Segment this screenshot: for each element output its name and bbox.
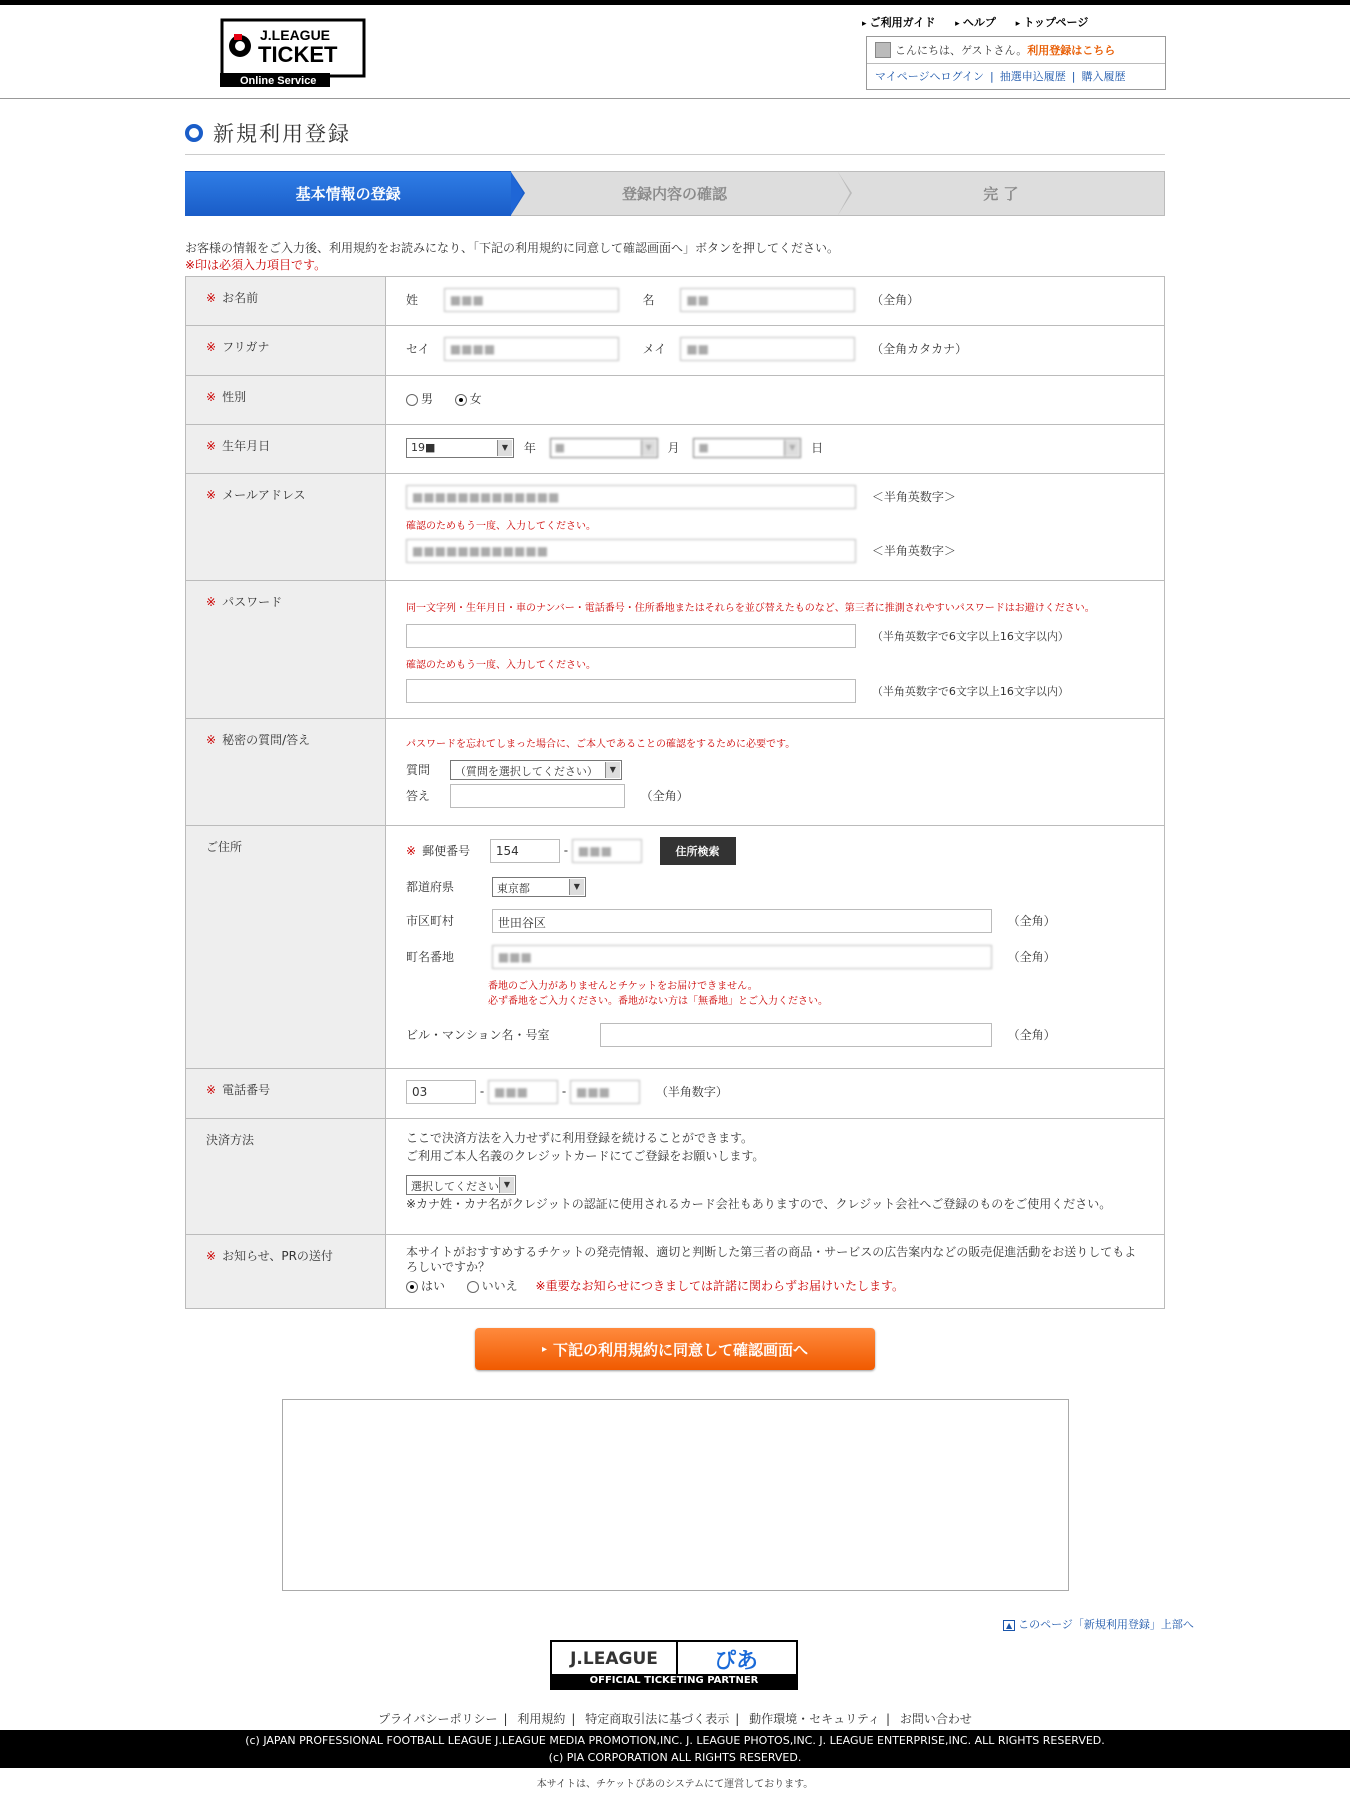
address-warning-2: 必ず番地をご入力ください。番地がない方は「無番地」とご入力ください。 <box>488 996 828 1007</box>
question-select[interactable]: （質問を選択してください） ▼ <box>450 760 622 780</box>
partner-caption: OFFICIAL TICKETING PARTNER <box>552 1674 796 1688</box>
privacy-link[interactable]: プライバシーポリシー <box>378 1712 498 1726</box>
email-confirm-note: 確認のためもう一度、入力してください。 <box>406 521 596 532</box>
email-note: ＜半角英数字＞ <box>871 489 956 504</box>
partner-pia: ぴあ <box>713 1648 758 1674</box>
email-input[interactable]: ■■■■■■■■■■■■■ <box>406 485 856 509</box>
intro-line1: お客様の情報をご入力後、利用規約をお読みになり、「下記の利用規約に同意して確認画面へ」ボタンを押してください。 <box>185 241 840 255</box>
email-label: メールアドレス <box>222 488 306 502</box>
pref-label: 都道府県 <box>406 879 455 894</box>
password-note: （半角英数字で6文字以上16文字以内） <box>871 629 1069 643</box>
year-unit: 年 <box>523 440 536 455</box>
notice-no-radio[interactable] <box>467 1281 479 1293</box>
building-input[interactable] <box>600 1023 992 1047</box>
user-icon <box>875 42 891 58</box>
town-input[interactable]: ■■■ <box>492 945 992 969</box>
town-label: 町名番地 <box>406 949 455 964</box>
required-note: ※印は必須入力項目です。 <box>185 258 327 272</box>
answer-label: 答え <box>406 788 431 803</box>
first-name-input[interactable]: ■■ <box>680 288 855 312</box>
phone3-input[interactable]: ■■■ <box>570 1080 640 1104</box>
step-label: 登録内容の確認 <box>621 185 727 203</box>
terms-link[interactable]: 利用規約 <box>517 1712 566 1726</box>
payment-info-3: ※カナ姓・カナ名がクレジットの認証に使用されるカード会社もありますので、クレジット会社へご登録のものをご使用ください。 <box>406 1197 1112 1211</box>
password-confirm-input[interactable] <box>406 679 856 703</box>
name-label: お名前 <box>222 291 259 305</box>
notice-label: お知らせ、PRの送付 <box>222 1249 333 1263</box>
address-search-button[interactable]: 住所検索 <box>660 837 736 865</box>
top-page-link[interactable]: ▸ トップページ <box>1016 16 1089 29</box>
prefecture-select[interactable]: 東京都 ▼ <box>492 877 586 897</box>
password-label: パスワード <box>222 595 283 609</box>
row-email: ※ メールアドレス ■■■■■■■■■■■■■ ＜半角英数字＞ 確認のためもう一度、入力してください。 ■■■■■■■■■■■■ ＜半角英数字＞ <box>186 474 1164 581</box>
password-warning: 同一文字列・生年月日・車のナンバー・電話番号・住所番地またはそれらを並び替えたものなど、第三者に推測されやすいパスワードはお避けください。 <box>406 603 1095 614</box>
notice-important: ※重要なお知らせにつきましては許諾に関わらずお届けいたします。 <box>535 1279 905 1293</box>
step-label: 完 了 <box>983 185 1019 203</box>
female-label: 女 <box>469 392 482 406</box>
password-confirm-note: 確認のためもう一度、入力してください。 <box>406 660 596 671</box>
mei-kana-label: メイ <box>642 341 667 356</box>
progress-steps <box>185 171 1165 214</box>
logo-line3: Online Service <box>240 75 317 87</box>
building-label: ビル・マンション名・号室 <box>406 1027 550 1042</box>
lottery-history-link[interactable]: 抽選申込履歴 <box>999 70 1066 83</box>
kana-label: フリガナ <box>222 340 270 354</box>
row-notice: ※ お知らせ、PRの送付 本サイトがおすすめするチケットの発売情報、適切と判断した第三者の商品・サービスの広告案内などの販売促進活動をお送りしてもよろしいですか？ はい いいえ ※重要なお知らせにつきましては許諾に関わらずお届けいたします。 <box>186 1235 1164 1308</box>
row-birthdate: ※ 生年月日 19■ ▼ 年 ■ ▼ 月 ■ ▼ 日 <box>186 425 1164 474</box>
top-links <box>862 14 1104 30</box>
chevron-right-icon: ▸ <box>541 1343 547 1355</box>
notice-text: 本サイトがおすすめするチケットの発売情報、適切と判断した第三者の商品・サービスの広告案内などの販売促進活動をお送りしてもよろしいですか？ <box>406 1245 1137 1274</box>
male-radio[interactable] <box>406 394 418 406</box>
email-confirm-input[interactable]: ■■■■■■■■■■■■ <box>406 539 856 563</box>
password-confirm-format: （半角英数字で6文字以上16文字以内） <box>871 684 1069 698</box>
page-title <box>185 118 351 148</box>
header-divider <box>0 98 1350 99</box>
partner-jleague: J.LEAGUE <box>552 1642 678 1676</box>
phone1-input[interactable]: 03 <box>406 1080 476 1104</box>
payment-info-1: ここで決済方法を入力せずに利用登録を続けることができます。 <box>406 1131 754 1145</box>
city-input[interactable]: 世田谷区 <box>492 909 992 933</box>
phone-label: 電話番号 <box>222 1083 271 1097</box>
notice-yes-radio[interactable] <box>406 1281 418 1293</box>
zip2-input[interactable]: ■■■ <box>572 839 642 863</box>
birth-month-select[interactable]: ■ ▼ <box>550 438 658 458</box>
sei-kana-label: セイ <box>406 341 430 356</box>
arrow-up-icon: ▲ <box>1003 1620 1015 1631</box>
payment-label: 決済方法 <box>206 1133 255 1147</box>
month-unit: 月 <box>667 440 680 455</box>
register-link[interactable]: 利用登録はこちら <box>1027 44 1116 57</box>
circle-icon <box>185 124 203 142</box>
birth-year-select[interactable]: 19■ ▼ <box>406 438 514 458</box>
step-confirm <box>511 171 837 216</box>
notice-yes-label: はい <box>421 1279 446 1293</box>
female-radio[interactable] <box>455 394 467 406</box>
copyright-1: (c) JAPAN PROFESSIONAL FOOTBALL LEAGUE J.LEAGUE MEDIA PROMOTION,INC. J. LEAGUE PHOTOS,INC. J. LEAGUE ENTERPRISE,INC. ALL RIGHTS RESERVED. <box>245 1734 1105 1747</box>
row-phone: ※ 電話番号 03 - ■■■ - ■■■ （半角数字） <box>186 1069 1164 1119</box>
footer-links: プライバシーポリシー | 利用規約 | 特定商取引法に基づく表示 | 動作環境・セキュリティ | お問い合わせ <box>378 1712 972 1726</box>
answer-input[interactable] <box>450 784 625 808</box>
user-box: こんにちは、ゲストさん。 利用登録はこちら マイページへログイン | 抽選申込履歴 | 購入履歴 <box>866 36 1166 90</box>
commerce-law-link[interactable]: 特定商取引法に基づく表示 <box>585 1712 730 1726</box>
row-payment <box>186 1119 1164 1235</box>
secret-info: パスワードを忘れてしまった場合に、ご本人であることの確認をするために必要です。 <box>406 739 796 750</box>
row-address: ご住所 ※ 郵便番号 154 - ■■■ 住所検索 都道府県 東京都 ▼ 市区町村 世田谷区 （全角） 町名番地 ■■■ （全角） 番地のご入力がありませんとチケットをお届けできません。 必ず番地をご入力ください。番地がない方は「無番地」とご入力ください。 ビル・マンション名・号室 （全角） <box>186 826 1164 1069</box>
row-kana: ※ フリガナ セイ ■■■■ メイ ■■ （全角カタカナ） <box>186 326 1164 376</box>
notice-no-label: いいえ <box>481 1279 518 1293</box>
city-label: 市区町村 <box>406 913 455 928</box>
address-warning-1: 番地のご入力がありませんとチケットをお届けできません。 <box>488 981 758 992</box>
copyright-bar <box>0 1730 1350 1768</box>
first-name-kana-input[interactable]: ■■ <box>680 337 855 361</box>
row-password: ※ パスワード 同一文字列・生年月日・車のナンバー・電話番号・住所番地またはそれらを並び替えたものなど、第三者に推測されやすいパスワードはお避けください。 （半角英数字で6文字以上16文字以内） 確認のためもう一度、入力してください。 （半角英数字で6文字以上16文字以内） <box>186 581 1164 719</box>
last-name-kana-input[interactable]: ■■■■ <box>444 337 619 361</box>
help-link[interactable]: ▸ ヘルプ <box>955 16 996 29</box>
zip-label: 郵便番号 <box>422 843 471 858</box>
official-partner-logo <box>550 1640 798 1690</box>
step-label: 基本情報の登録 <box>295 185 401 203</box>
logo-line1: J.LEAGUE <box>260 27 331 43</box>
phone2-input[interactable]: ■■■ <box>488 1080 558 1104</box>
row-name: ※ お名前 姓 ■■■ 名 ■■ （全角） <box>186 277 1164 326</box>
purchase-history-link[interactable]: 購入履歴 <box>1081 70 1126 83</box>
mei-label: 名 <box>642 292 655 307</box>
row-secret: ※ 秘密の質問/答え パスワードを忘れてしまった場合に、ご本人であることの確認をするために必要です。 質問 （質問を選択してください） ▼ 答え （全角） <box>186 719 1164 826</box>
registration-form <box>185 276 1165 1309</box>
guide-link[interactable]: ▸ ご利用ガイド <box>862 16 935 29</box>
contact-link[interactable]: お問い合わせ <box>899 1712 972 1726</box>
kana-note: （全角カタカナ） <box>871 341 968 356</box>
birth-label: 生年月日 <box>222 439 271 453</box>
email-confirm-note-format: ＜半角英数字＞ <box>871 543 956 558</box>
greeting-text: こんにちは、ゲストさん。 <box>895 44 1028 57</box>
name-note: （全角） <box>871 292 920 307</box>
mypage-login-link[interactable]: マイページへログイン <box>875 70 985 83</box>
page-top-link[interactable] <box>1003 1616 1194 1632</box>
page-top-text: このページ「新規利用登録」上部へ <box>1018 1618 1194 1631</box>
step-basic-info <box>185 171 511 216</box>
bottom-note: 本サイトは、チケットぴあのシステムにて運営しております。 <box>536 1779 814 1790</box>
row-gender: ※ 性別 男 女 <box>186 376 1164 425</box>
top-bar <box>0 0 1350 5</box>
logo-line2: TICKET <box>258 42 338 67</box>
town-note: （全角） <box>1007 949 1056 964</box>
day-unit: 日 <box>811 440 824 455</box>
city-note: （全角） <box>1007 913 1056 928</box>
question-label: 質問 <box>406 762 431 777</box>
gender-label: 性別 <box>222 390 247 404</box>
address-label: ご住所 <box>206 840 243 854</box>
page-title-text: 新規利用登録 <box>213 122 351 146</box>
submit-label: 下記の利用規約に同意して確認画面へ <box>553 1340 809 1359</box>
environment-link[interactable]: 動作環境・セキュリティ <box>749 1712 880 1726</box>
male-label: 男 <box>421 392 434 406</box>
secret-label: 秘密の質問/答え <box>222 733 311 747</box>
intro-text <box>185 240 839 274</box>
zip1-input[interactable]: 154 <box>490 839 560 863</box>
payment-info-2: ご利用ご本人名義のクレジットカードにてご登録をお願いします。 <box>406 1149 765 1163</box>
password-input[interactable] <box>406 624 856 648</box>
sei-label: 姓 <box>406 292 419 307</box>
terms-textarea[interactable] <box>282 1399 1069 1591</box>
jleague-ticket-logo[interactable] <box>220 18 370 88</box>
agree-confirm-button[interactable] <box>475 1328 875 1370</box>
building-note: （全角） <box>1007 1027 1056 1042</box>
step-complete <box>838 171 1165 216</box>
last-name-input[interactable]: ■■■ <box>444 288 619 312</box>
answer-note: （全角） <box>640 788 689 803</box>
birth-day-select[interactable]: ■ ▼ <box>693 438 801 458</box>
payment-select[interactable]: 選択してください ▼ <box>406 1175 516 1195</box>
title-divider <box>185 154 1165 155</box>
copyright-2: (c) PIA CORPORATION ALL RIGHTS RESERVED. <box>548 1751 802 1764</box>
phone-note: （半角数字） <box>655 1084 728 1099</box>
